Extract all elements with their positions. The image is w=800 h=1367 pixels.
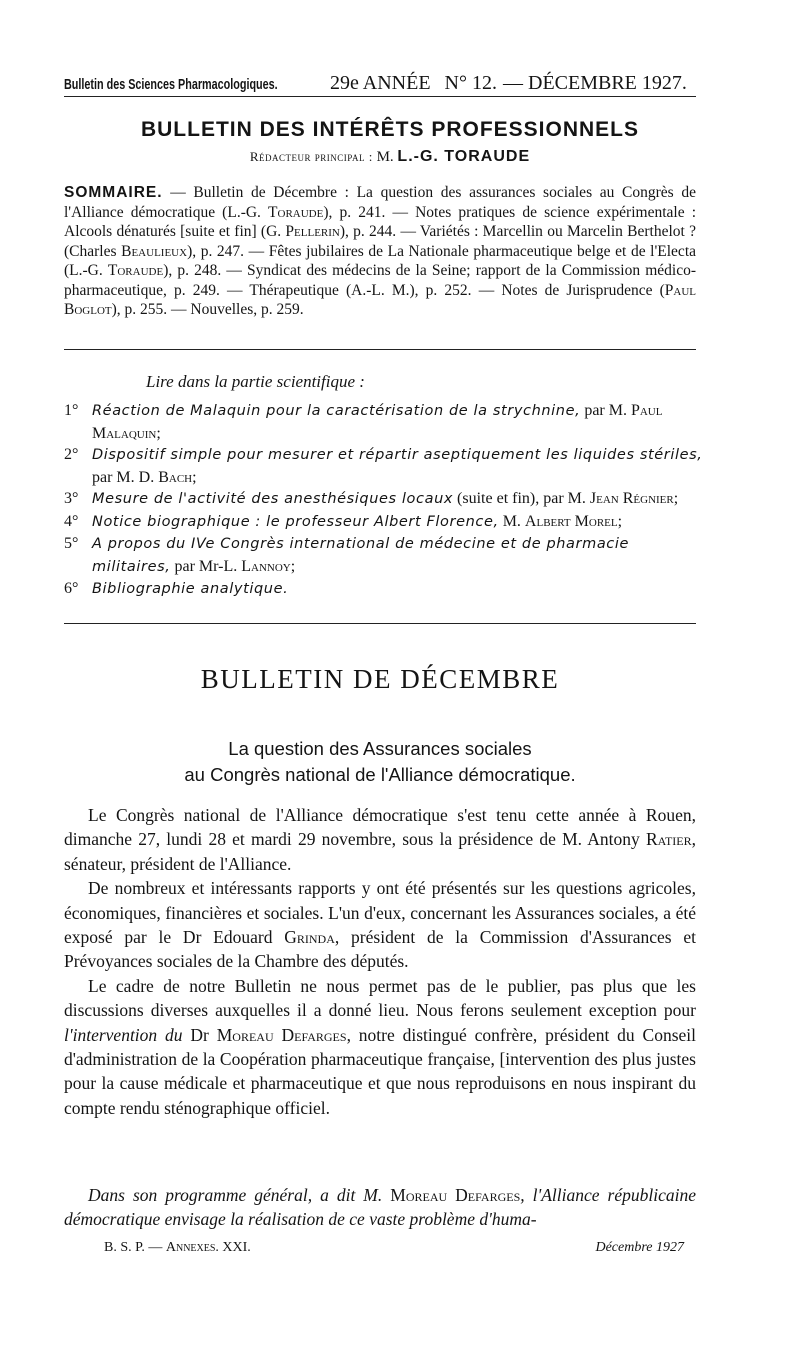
article-body	[64, 803, 696, 1120]
paragraph	[64, 876, 696, 974]
quote-text: Dans son programme général, a dit M.	[88, 1185, 391, 1205]
quote-paragraph	[64, 1183, 696, 1232]
item-number: 1°	[64, 402, 79, 419]
sommaire-author-beaulieux: Beaulieux	[121, 242, 188, 260]
sommaire-author-toraude-2: Toraude	[107, 262, 164, 279]
sommaire-label: SOMMAIRE.	[64, 184, 163, 201]
paragraph-text: , sénateur, président de l'Alliance.	[64, 829, 696, 874]
item-title: A propos du IVe Congrès international de médecine et de pharmacie militaires,	[92, 536, 630, 575]
sommaire-text-3: ), p. 244. — Variétés : Marcellin ou Marcelin Berthelot ? (Charles	[64, 223, 696, 260]
issue-number: N° 12.	[444, 72, 497, 94]
journal-name: Bulletin des Sciences Pharmacologiques.	[64, 76, 278, 93]
page-footer	[104, 1240, 684, 1256]
article-title	[64, 736, 696, 788]
item-end: ;	[156, 424, 161, 442]
item-number: 5°	[64, 535, 79, 552]
footer-date: Décembre 1927	[595, 1240, 684, 1255]
item-by: (suite et fin), par M.	[453, 490, 590, 507]
paragraph	[64, 803, 696, 876]
person-name: Moreau Defarges	[390, 1185, 521, 1205]
sommaire-text-1: — Bulletin de Décembre : La question des assurances sociales au Congrès de l'Alliance démocratique (L.-G.	[64, 184, 696, 221]
item-author: Paul Malaquin	[92, 402, 663, 442]
quote-text: , l'Alliance républicaine démocratique envisage la réalisation de ce vaste problème d'huma-	[64, 1185, 696, 1230]
item-by: par Mr-L.	[170, 557, 242, 575]
paragraph-text: De nombreux et intéressants rapports y ont été présentés sur les questions agricoles, économiques, financières et sociales. L'un d'eux, concernant les Assurances sociales, a été exposé par le Dr Edouard	[64, 878, 696, 948]
item-title: Réaction de Malaquin pour la caractérisation de la strychnine,	[92, 403, 581, 419]
list-item	[64, 400, 704, 444]
item-body	[92, 488, 704, 511]
scientific-list	[64, 400, 704, 601]
editor-line	[64, 148, 716, 166]
divider-rule	[64, 349, 696, 350]
section-title: BULLETIN DE DÉCEMBRE	[200, 664, 560, 694]
article-title-line: au Congrès national de l'Alliance démocratique.	[184, 764, 576, 785]
footer-left	[104, 1240, 251, 1256]
person-name: Grinda	[284, 927, 335, 948]
item-end: ;	[192, 468, 197, 486]
list-item	[64, 511, 704, 534]
paragraph-text: Le Congrès national de l'Alliance démocratique s'est tenu cette année à Rouen, dimanche 27, lundi 28 et mardi 29 novembre, sous la présidence de M. Antony	[64, 805, 696, 850]
editor-prefix: M.	[376, 149, 394, 165]
item-title: Mesure de l'activité des anesthésiques locaux	[92, 491, 454, 507]
sommaire-text-2: ), p. 241. — Notes pratiques de science expérimentale : Alcools dénaturés [suite et fin] (G.	[64, 203, 697, 240]
item-author: Lannoy	[241, 557, 291, 575]
item-title: Bibliographie analytique.	[92, 581, 289, 597]
item-by: par M. D.	[92, 468, 159, 486]
paragraph-italic: l'intervention du	[64, 1024, 183, 1045]
item-title: Dispositif simple pour mesurer et répartir aseptiquement les liquides stériles,	[92, 447, 703, 463]
item-number: 4°	[64, 512, 79, 530]
footer-annexes: Annexes. XXI.	[165, 1240, 251, 1255]
item-body	[92, 400, 704, 444]
list-item	[64, 578, 704, 601]
item-by: par M.	[580, 402, 631, 419]
sommaire-text-4: ), p. 247. — Fêtes jubilaires de La Nationale pharmaceutique belge et de l'Electa (L.-G.	[64, 242, 697, 279]
person-name: Ratier	[645, 829, 692, 850]
footer-journal: B. S. P. —	[104, 1240, 166, 1255]
bulletin-title: BULLETIN DES INTÉRÊTS PROFESSIONNELS	[140, 118, 640, 141]
item-number: 3°	[64, 490, 79, 507]
item-body	[92, 578, 704, 601]
scientific-heading: Lire dans la partie scientifique :	[146, 372, 365, 391]
item-end: ;	[673, 490, 679, 507]
sommaire	[64, 183, 696, 320]
item-end: ;	[617, 512, 623, 530]
item-body	[92, 533, 704, 578]
paragraph-text: Le cadre de notre Bulletin ne nous permet pas de le publier, pas plus que les discussions diverses auxquelles il a donné lieu. Nous ferons seulement exception pour	[64, 975, 696, 1021]
running-header	[64, 72, 696, 102]
item-end: ;	[290, 557, 296, 575]
list-item	[64, 533, 704, 578]
sommaire-text-6: ), p. 255. — Nouvelles, p. 259.	[111, 301, 304, 318]
sommaire-text-5: ), p. 248. — Syndicat des médecins de la Seine; rapport de la Commission médico-pharmaceutique, p. 249. — Thérapeutique (A.-L. M.), p. 252. — Notes de Jurisprudence (	[64, 262, 696, 299]
item-body	[92, 511, 704, 534]
divider-rule	[64, 623, 696, 624]
sommaire-author-boglot: Paul Boglot	[64, 281, 696, 318]
item-by: M.	[498, 512, 525, 530]
editor-label: Rédacteur principal :	[249, 149, 373, 164]
item-number: 2°	[64, 446, 79, 463]
list-item	[64, 444, 704, 488]
paragraph	[64, 974, 696, 1120]
sommaire-author-toraude: Toraude	[268, 203, 324, 221]
sommaire-author-pellerin: Pellerin	[285, 223, 340, 240]
paragraph-text: , notre distingué confrère, président du Conseil d'administration de la Coopération pharmaceutique française, [intervention des plus justes pour la cause médicale et pharmaceutique et que nous reproduisons en nous inspirant du compte rendu sténographique officiel.	[64, 1024, 696, 1118]
article-title-line: La question des Assurances sociales	[228, 738, 532, 759]
paragraph-text: , président de la Commission d'Assurances et Prévoyances sociales de la Chambre des députés.	[64, 927, 696, 972]
item-number: 6°	[64, 580, 79, 597]
issue-month: — DÉCEMBRE 1927.	[503, 72, 687, 94]
list-item	[64, 488, 704, 511]
year-label: 29e ANNÉE	[330, 72, 431, 94]
editor-name: L.-G. TORAUDE	[397, 148, 531, 165]
header-rule	[64, 96, 696, 97]
paragraph-text: Dr	[182, 1024, 217, 1045]
item-author: Albert Morel	[524, 512, 618, 530]
item-body	[92, 444, 704, 488]
item-author: Jean Régnier	[589, 490, 674, 507]
person-name: Moreau Defarges	[216, 1024, 347, 1045]
item-title: Notice biographique : le professeur Albert Florence,	[92, 513, 499, 530]
item-author: Bach	[158, 468, 193, 486]
